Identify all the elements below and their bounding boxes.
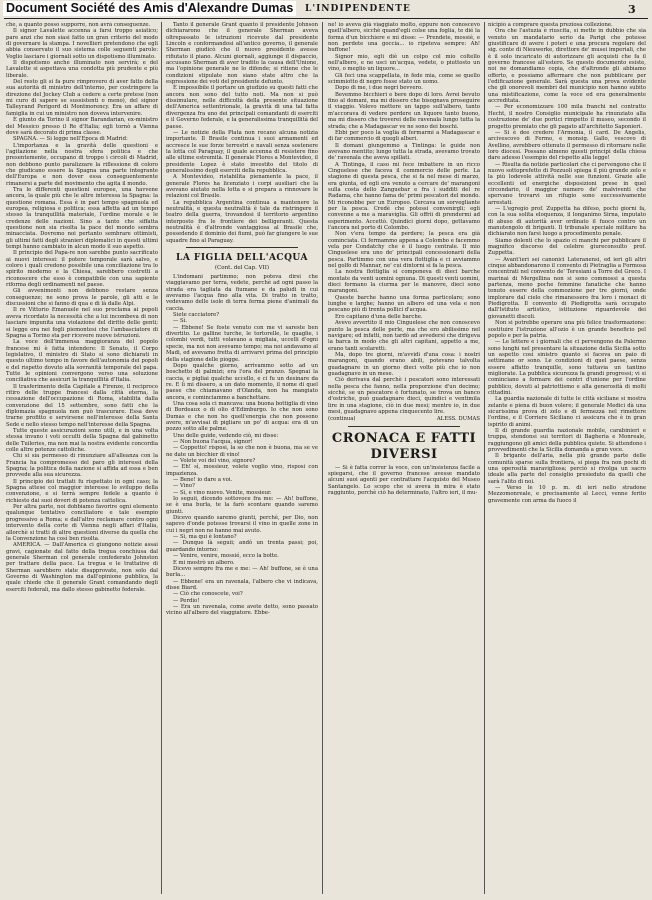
paragraph: Tutte queste assicurazioni sono utili, e in una volta stessa invano i voti occulti della Spagna dal gabinetto delle Tuileries, ma non mai la nostra evidente concordia colle altre potenze cattoliche. [6, 428, 158, 454]
author-name: ALESS. DUMAS [436, 416, 480, 423]
masthead-rule [4, 18, 648, 19]
column-4 [488, 22, 646, 894]
paragraph: Il brigante dell'aria, nella più grande parte delle comunità sparse sulla frontiera, si piega fra non pochi di una operosità maravigliosa; perciò si rivolga un sacro ideale alla parte del consiglio presieduto da quelli che sarà l'alito di noi. [488, 453, 646, 485]
paragraph: Non si potrebbe operare una più felice trasformazione: sostituire l'istruzione all'ozio è un grande beneficio pel popolo e per la patria. [488, 320, 646, 339]
paragraph: — Si è fatta correr la voce, con un'insistenza facile a spiegarsi, che il governo francese avesse mandato alcuni suoi agenti per contrattare l'acquisto del Museo Santangelo. Lo scopo che si aveva in mira è stato raggiunto, perchè ciò ha determinato, l'altro ieri, il mu- [328, 464, 480, 497]
paragraph: — Si è dee credere l'Armonia, il card. De Angelis, arcivescovo di Fermo, e monsig. Gallo, vescovo di Avellino, avrebbero ottenuto il permesso di ritornare nelle loro diocesi. Possano almeno questi principi della chiesa dare adesso l'esempio del rispetto alla legge! [488, 129, 646, 162]
paragraph: Non v'era tempo da perdere; la pesca era già cominciata. Ci fermammo appena a Colombo e facemmo vela per Condatchy che è il luogo centrale. Il mio Cinguelese era uno de' principali concessionarii della pesca. Partimmo con una vera flottiglia e ci avviammo nel golfo di Mannar, ne' cui dintorni si fa la pesca. [328, 231, 480, 270]
paragraph: — L'egregio prof. Zuppetta ha difeso, pochi giorni fa, con la sua solita eloquenza, il longanimo Sirna, imputato di abuso di autorità aver ordinato il fuoco contro un manutengolo di briganti. Il tribunale speciale militare ha dichiarato non farsi luogo a procedimento penale. [488, 205, 646, 238]
watermark-banner: Document Société des Amis d'Alexandre Dumas [3, 1, 296, 16]
paragraph: — Ebbene! Se foste venuto con me vi sareste ben divertito. Le galline turche, le tortorelle, le quaglie, i colombi verdi, tutti volavano a migliaia, uccelli d'ogni specie, ma noi non avevamo tempo; ma noi andavamo al Madi, ed avevamo fretta di arrivarvi prima del principio della stagione delle piogge. [166, 324, 318, 363]
paragraph: E mi mostrò un albero. [173, 559, 235, 566]
cronaca-title: CRONACA E FATTI DIVERSI [331, 430, 477, 462]
paragraph: L'indomani partimmo; non poteva dirsi che viaggiavamo per terra, vedete, perchè ad ogni passo la strada era tagliata da fiumane e da paludi in cui avevamo l'acqua fino alla vita. Di tratto in tratto, vedevamo delle isole di terra ferma piene d'animali da caccia. [166, 274, 318, 312]
paragraph: Una cosa sola ci mancava: una buona bottiglia di vino di Bordeaux o di olio d'Edimburgo. Io che non sono Dumas e che non ho quell'energia che non possono avere, m'avvisai di pigliare un po' di acqua: era di un pozzo sotto alle palme. [166, 400, 318, 433]
column-divider [484, 22, 485, 894]
paragraph: — Sì. [173, 318, 187, 325]
paragraph: — Ciò che conoscete, voi? [173, 591, 243, 598]
paragraph: Siete cacciatore? [173, 312, 220, 319]
paragraph: Dopo di me, i due negri bevvero. [335, 85, 423, 92]
feuilleton-body [166, 274, 318, 617]
paragraph: — Bene! io dare a voi. [173, 477, 233, 484]
paragraph: Avevo avvertito il mio Cinguelese che non conoscevo punto la pesca delle perle, ma che ero abilissimo nel navigare; ed infatti, non tardò ad avvedersi che dirigeva la barca in modo che gli altri capitani, appetto a me, erano tanti scolaretti. [328, 320, 480, 352]
paragraph: Il re Vittorio Emanuele nel suo proclama ai popoli aveva ricordato la necessità che a lui incombeva di non lasciare impunita una violazione del diritto delle genti; si legge ora nei fogli piemontesi che l'ambasciatore di Spagna a Torino sta per ricevere nuove istruzioni. [6, 307, 158, 339]
paragraph: — Verso le 10 p. m. di ieri nello stradone Mezzomonreale, e precisamente al Lecci, venne ferito gravemente con arma da fuoco il [488, 485, 646, 504]
continued-mark: (continua) [328, 416, 356, 423]
newspaper-name: L'INDIPENDENTE [305, 4, 411, 14]
paragraph: L'importanza e la gravità delle questioni e l'agitazione nella nostra sfera politica e che presentemente, occupano di troppo i circoli di Madrid, non debbono punto paralizzare la riflessione di coloro che giudicano essere la Spagna una parte integrante dell'Europa e non dover essa conseguentemente rimanersi a parte del movimento che agita il mondo. [6, 142, 158, 187]
paragraph: Del resto gli si fa pure rimprovero di aver fatto della sua autorità di ministro dell'interno, per costringere la direzione del Jockey Club a cedere a certe pretese (non mi curo di sapere se sussistenti o meno), del signor Talleyrand Perigord di Montmorency. Era un affare di famiglia in cui un ministro non doveva intervenire. [6, 79, 158, 117]
paragraph: Signor mio, egli diè un colpo col mio coltello nell'albero, e ne usci un'acqua, vedete, o piuttosto un vino, o meglio un liquore... [328, 53, 480, 73]
paragraph: Dicevo sempre fra me e me: — Ah! buffone, se è una burla... [166, 565, 318, 579]
paragraph: La nostra flottiglia si componeva di dieci barche montate da venti uomini ognuna. Di questi venti uomini, dieci formano la ciurma per le manovre, dieci sono marangoni. [328, 269, 480, 295]
paragraph: Bevemmo bicchieri e bere dopo di loro. Avrei bevuto fino al domani, ma mi dissero che bisognava proseguire il viaggio. Volevo mettere un tappo sull'albero, tanto m'accorava di vedere perdere un liquore tanto buono, ma mi dissero che troverei delle ravenala lungo tutta la strada; che a Madagascar ve ne sono dei boschi. [328, 91, 480, 130]
paragraph: Per altra parte, noi dobbiamo favorire ogni elemento qualunque tentativo conciliatore e tale esempio progressivo a Roma; e dall'altro reclamare contro ogni intervento della corte di Vienna negli affari d'Italia, allorchè si tratti di altre questioni diverse da quella che la Convenzione ha così ben risolta. [6, 504, 158, 542]
paragraph: Queste barche hanno una forma particolare; sono lunghe e larghe; hanno un albero ed una vela e non pescano più di trenta pollici d'acqua. [328, 294, 480, 314]
page-number: 3 [628, 3, 636, 16]
paragraph: Il principio del Papa-re non sarebbe punto sacrificato ai nuovi interessi: il potere temporale sarà salvo, e coloro i quali credono possibile una conciliazione tra lo spirito moderno e la Chiesa, sarebbero costretti a riconoscere che esso è compatibile con una sapiente riforma degli ordinamenti nel paese. [6, 250, 158, 289]
paragraph: Uno delle guide, vedendo ciò, mi disse: [173, 432, 279, 439]
paragraph: La repubblica Argentina continua a mantenere la neutralità, e questa neutralità è tale da ristringere il teatro della guerra, trovandosi il territorio argentino interposto fra le frontiere dei belligeranti. Questa neutralità è d'altronde vantaggiosa al Brasile che, possedendo il dominio dei fiumi, può far giungere le sue squadre fino al Paraguay. [166, 199, 318, 244]
paragraph: — Risulta da notizie particolari che ci pervengono che il nuovo sottoprefetto di Pozzuoli spiega il più grande zelo e la più lodevole attività nelle sue funzioni. Grazie alle eccellenti ed energiche disposizioni prese in quel circondario, il maggior numero de' malviventi che spervano trovarvi un rifugio sono successivamente arrestati. [488, 161, 646, 206]
paragraph: Chi si sia permesso di rinunziare all'alleanza con la Francia ha compromesso del paro gli interessi della Spagna; la politica della nazione si affida ad essa e ben provvede alla sua sicurezza. [6, 453, 158, 479]
paragraph: Siamo dolenti che lo spazio ci manchi per pubblicare il magnifico discorso del celebre giureconsulto prof. Zuppetta. [488, 237, 646, 257]
paragraph: È giunto da Torino il signor Barandarian, ex-ministro del Messico presso il Re d'Italia; egli tornò a Vienna dove sarà decorato di prima classe. [6, 117, 158, 136]
paragraph: Il principio dei trattati fu rispettato in ogni caso; la Spagna attese col maggior interesse lo sviluppo della convenzione, e si terrà sempre fedele a quanto è richiesto dai suoi doveri di potenza cattolica. [6, 478, 158, 504]
paragraph: che, a quanto posso supporre, non avrà conseguenze. [6, 22, 151, 28]
paragraph: È impossibile il portare un giudizio su questi fatti che ancora non sono del tutto noti. Ma non si può dissimulare, nelle difficoltà della presente situazione dell'America settentrionale, la gravità di una tal fatta divergenza fra uno dei principali comandanti di eserciti e il Governo federale, e la generalissima tranquillità del paese. [166, 85, 318, 130]
feuilleton-subtitle: (Cont. del Cap. VII) [214, 265, 270, 272]
paragraph: — Eh! sì, mossieur, volete voglio vino, risposi con impazienza. [166, 464, 318, 477]
paragraph: — Sì, ma qui è lontano? [173, 534, 237, 541]
paragraph: Dicevo quando saremo giunti, perchè, per Dio, non sapevo d'onde potesse trovarsi il vino in quelle zone in cui i negri non ne hanno mai avuto. [166, 515, 318, 534]
paragraph: Ma, dopo tre giorni, m'avvidi d'una cosa: i nostri marangoni, quando erano abili, potevano talvolta guadagnare in un giorno dieci volte più che io non guadagnavo in un mese. [328, 351, 480, 377]
paragraph: Io seguii, dicendo sottovoce fra me: — Ah! buffone, se è una burla, te la farò scontare quando saremo giunti. [166, 496, 318, 515]
feuilleton-signature [328, 416, 480, 422]
column-3 [328, 22, 480, 894]
paragraph: Gli feci una scappellata, in fede mia, come se quello scimmiotto di negro fosse stato un uomo. [328, 72, 480, 86]
political-news-continued [166, 22, 318, 244]
paragraph: — Ebbene! era un ravenala, l'albero che vi indicava, disse Biard. [166, 578, 318, 591]
paragraph: Tanto il generale Grant quanto il presidente Johnson dichiararono che il generale Sherman aveva oltrepassato le istruzioni ricevute dal presidente Lincoln e conformandosi all'antico governo, il generale Sherman giudicò che il nuovo presidente avesse rifiutato il piano. Alcuni giornali, aggiunge il dispaccio, accusano Sherman di aver tradito la causa dell'Unione, ma l'opinione generale ne lo difende; si ritiene che le condizioni stipulate non siano state altro che la espressione dei voti del presidente defunto. [166, 22, 318, 86]
section-separator [186, 247, 298, 248]
paragraph: A Montevideo, ristabilita pienamente la pace, il generale Flores ha licenziato i corpi ausiliari che la avevano aiutato nella lotta e si prepara a rinnovare le relazioni col Brasile. [166, 174, 318, 200]
feuilleton-continued [328, 22, 480, 415]
column-divider [322, 22, 323, 894]
paragraph: La voce dell'immensa maggioranza del popolo francese mi è fatta intendere: Il Senato, il Corpo legislativo, il ministro di Stato si sono dichiarati in questo ultimo tempo in favore dell'autonomia dei popoli e del rispetto dovuto alla sovranità temporale del papa. Tutte le opinioni convergono verso una soluzione conciliativa che assicuri la tranquillità d'Italia. [6, 339, 158, 384]
paragraph: Il dì grande guardia nazionale mobile, carabinieri e truppa, stendonsi sui territori di Bagheria e Monreale, raggiungono gli amici della pubblica quiete. Si attendono i provvedimenti che la Sicilia domanda a gran voce. [488, 428, 646, 454]
paragraph: — Avant'ieri sei canonici Lateranensi, ed ieri gli altri cinque abbandonarono il convento di Pietraglia a Formosa concentrati nel convento de' Teresiani a Torre del Greco. I marinai di Mergellina non si sono commossi a questa partenza, meno poche femmine fanatiche che hanno tenuto essere della commozione per tre giorni, onde implorare dal cielo che rimanessero fra loro i monaci di Piedigrotta. Il convento di Piedigrotta sarà occupato dall'Istituto artistico, istituzione riguardevole dei giovanetti discoli. [488, 256, 646, 320]
paragraph: Il domani giungemmo a Tintinga: le guide non avevano mentito; lungo tutta la strada, avevamo trovato de' ravenala che aveva spillati. [328, 142, 480, 162]
paragraph: — Non buona l'acqua, signor! [173, 438, 253, 445]
column-1 [6, 22, 158, 894]
paragraph: — Dunque là seguii; andò un trenta passi; poi, guardando intorno: [166, 540, 318, 553]
paragraph: SPAGNA. — Si legge nell'Epoca di Madrid: [13, 136, 128, 143]
paragraph: Dopo qualche giorno, arrivammo sotto ad un boschetto di palmizi; era l'ora del pranzo. Spegnai la caccia, e pigliai qualche uccello, e ci fu un desinare da re. E lì mi dissero, a un dato momento, il nome di quel paese che chiamavano d'Olanda, non ha mangiato ancora, e cominciammo a banchettare. [166, 362, 318, 401]
paragraph: Il dispotismo anche illuminato non servirà; e del Lavalette si aspettava una condotta più prudente e più liberale. [6, 60, 158, 79]
section-separator [348, 426, 460, 427]
paragraph: — Le notizie della Plata non recano alcuna notizia importante. Il Brasile continua i suoi armamenti ed accresce le sue forze terrestri e navali senza sostenere la lotta col Paraguay, il quale accenna di resistere fino alle ultime estremità. Il generale Flores a Montevideo, il presidente Lopez è stato investito del titolo di generalissimo degli eserciti della repubblica. [166, 129, 318, 174]
paragraph: nicipio a comprare questa preziosa collezione. [488, 22, 613, 28]
paragraph: La guardia nazionale di tutte le città siciliane si mostra zelante e piena di buon volere; il generale Medici dà una sicurissima prova di zelo e di fermezza nel rimettere l'ordine, e il Corriere Siciliano ci assicura che è in gran ispirito di animi. [488, 396, 646, 428]
paragraph: Ero capitano d'una delle barche. [335, 313, 423, 320]
paragraph: Tra le differenti questioni europee, una havvene ancora, la quale più che le altre interessa la Spagna: la questione romana. Essa è in pari tempo spagnuola ed europea, religiosa e politica; essa affetta ad un tempo stesso la tranquillità materiale, l'ordine morale e le credenze delle nazioni. Sino a tanto che siffatta questione non sia risolta la pace del mondo sembra minacciata. Dovremo noi pertanto sembrare ottimisti, gli ultimi fatti degli stranieri diplomatici in questi ultimi tempi hanno cambiato in alcun modo il suo aspetto. [6, 186, 158, 251]
paragraph: — Sì, e vino nuovo. Venite, mossieur. [173, 489, 272, 496]
paragraph: — Coppetto! risposi, la so che non è buona, ma se ve ne date un bicchier di vino! [166, 445, 318, 458]
paragraph: Ora che l'astuzia è riuscita, si mette in dubbio che sia venuto un mandatario serio da Parigi che potesse giustificare di avere i poteri e una procura regolare del sig. conte di Nieuwerke, direttore de' musei imperiali, che è il solo incaricato di autorizzare gli acquisti che fa il governo francese all'estero. Se questo documento esiste, noi ne domandiamo copia, che d'altronde gli abbiamo offerto, e possiamo affermare che non pubblicare per l'edificazione generale. Sarà questa una prova evidente che gli onorevoli membri del municipio non hanno subito una mistificazione, come la voce ed era generalmente accreditata. [488, 28, 646, 105]
paragraph: Ciò derivava dal perchè i pescatori sono interessati nella pesca che fanno, nella proporzione d'un decimo; sicchè, se un pescatore è fortunato, se trova un banco d'ostriche, può guadagnare dieci, quindici e ventimila lire in una stagione, ciò in due mesi; mentre io, in due mesi, guadagnavo appena cinquecento lire. [328, 377, 480, 415]
paragraph: — Venire, venire, mossié, ecco la botte. [173, 553, 279, 560]
paragraph: Il signor Lavalette accenna a farsi troppo asiatico; pare anzi che non siasi fatto un gran criterio del modo di governare la stampa. I novellieri pretendono che egli abbia conservato il suo sistema colle seguenti parole: Voglio lasciare i giornali sotto un dispotismo illuminato. [6, 28, 158, 60]
paragraph: — Era un ravenala, come avete detto, sono passato vicino all'albero del viaggiatore. Ebbe- [166, 603, 318, 617]
paragraph: — Perdio! [173, 597, 200, 604]
column-divider [161, 22, 162, 894]
paragraph: Gli avvenimenti non debbono restare senza conseguenze; ne sono prova le parole, gli atti e le discussioni che si fanno di qua e di là dalle Alpi. [6, 288, 158, 308]
column-2 [166, 22, 318, 894]
paragraph: ne! io aveva già viaggiato molto, eppure non conoscevo quell'albero, sicchè quand'egli colse una foglia, te dié la forma d'un bicchiere e mi disse: — Prendete, mossié, e non perdete una goccia... io ripeteva sempre: Ah! buffone! [328, 22, 480, 54]
paragraph: A Tintinga, il caso mi fece imbattere in un ricco Cinguelese che faceva il commercio delle perle. La stagione di questa pesca, che si fa nel mese di marzo, era giunta, ed egli era venuto a cercare de' marangoni sulla costa dello Zanguebar e fra i sudditi del re Radama, che hanno fama de' primi pescatori del mondo. Mi riconobbe per un Europeo. Cercava un sorvegliante per la pesca. Credè che potessi convenirgli; egli convenne a me a maraviglia. Gli offrii di prendermi ad esperimento. Accettò. Quindici giorni dopo, gettavamo l'ancora nel porto di Colombo. [328, 161, 480, 231]
cronaca-body [328, 465, 480, 497]
paragraph: Il trasferimento della Capitale a Firenze, il reciproco ritiro delle truppe francesi dalla città eterna, la cessazione dell'occupazione di Roma, stabilita dalla convenzione del 15 settembre, sono fatti che la diplomazia spagnuola non può trascurare. Essa deve trarne profitto e servirsene nell'interesse della Santa Sede e nello stesso tempo nell'interesse della Spagna. [6, 383, 158, 428]
paragraph: Ebbi per poco la voglia di fermarmi a Madagascar e di far commercio di quegli alberi. [328, 129, 480, 143]
paragraph: — Le lettere e i giornali che ci pervengono da Palermo sono lunghi nel presentare la situazione della Sicilia sotto un aspetto così sinistro quanto si faceva un paio di settimane or sono. Le condizioni di quel paese, senza essere affatto tranquille, sono tuttavia un tantino migliorate. La pubblica sicurezza fa grandi progressi; vi si cominciano a formare dei centri d'unione per l'ordine pubblico, dovuti al patriottismo e alla generosità di molti cittadini. [488, 339, 646, 396]
paragraph: — Vino? [173, 483, 195, 490]
feuilleton-title: LA FIGLIA DELL'ACQUA [175, 253, 308, 264]
paragraph: AMERICA. — Dall'America ci giungono notizie assai gravi, cagionate dal fatto della tregua conchiusa dal generale Sherman col generale confederato Johnston per trattare della pace. La tregua e le trattative di Sherman sarebbero state disapprovate, non solo dal Governo di Washington ma dall'opinione pubblica, la quale chiede che il generale Grant comandando degli eserciti federali, ma dallo stesso gabinetto federale. [6, 542, 158, 593]
paragraph: — Per economizzare 100 mila franchi nel contratto Hecht, il nostro Consiglio municipale ha rinunziato alla costruzione de' due portici rimpetto il museo, secondo il progetto premiato che gli pagato all'architetto Saponieri. [488, 104, 646, 130]
paragraph: — Volete voi del vino, signore? [173, 458, 256, 464]
